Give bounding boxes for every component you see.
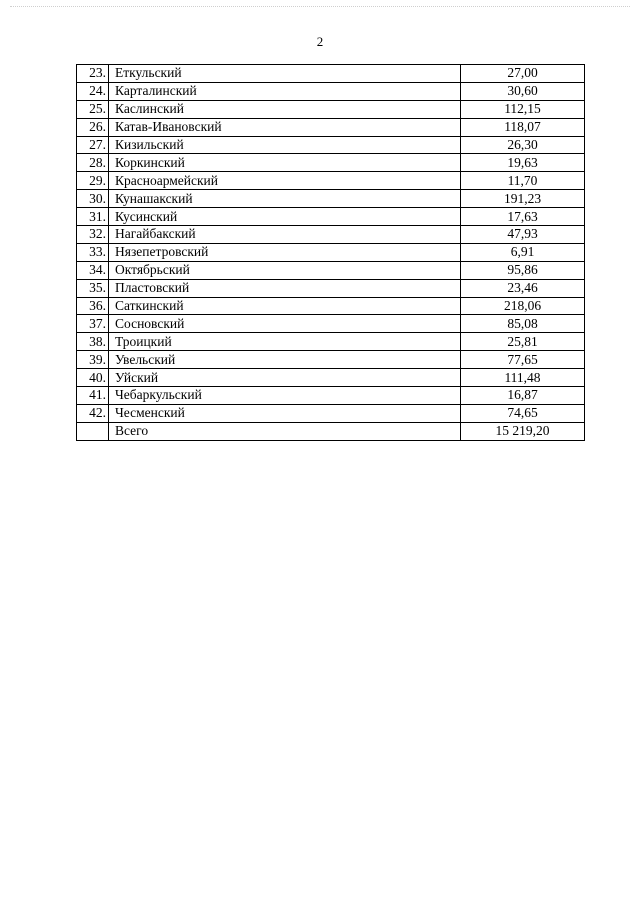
row-number-cell: 31. [77, 208, 109, 226]
district-name-cell: Увельский [109, 351, 461, 369]
table-row [77, 154, 585, 172]
table-row [77, 315, 585, 333]
value-cell: 25,81 [461, 333, 585, 351]
value-cell: 77,65 [461, 351, 585, 369]
district-name-cell: Октябрьский [109, 261, 461, 279]
district-name-cell: Уйский [109, 369, 461, 387]
value-cell: 30,60 [461, 82, 585, 100]
value-cell: 112,15 [461, 100, 585, 118]
row-number-cell: 42. [77, 404, 109, 422]
table-row [77, 190, 585, 208]
row-number-cell: 28. [77, 154, 109, 172]
table-row [77, 369, 585, 387]
value-cell: 17,63 [461, 208, 585, 226]
total-value-cell: 15 219,20 [461, 422, 585, 440]
table-row [77, 100, 585, 118]
table-row [77, 65, 585, 83]
row-number-cell: 37. [77, 315, 109, 333]
district-name-cell: Каслинский [109, 100, 461, 118]
row-number-cell: 23. [77, 65, 109, 83]
table-row [77, 261, 585, 279]
district-name-cell: Нагайбакский [109, 226, 461, 244]
row-number-cell: 40. [77, 369, 109, 387]
row-number-cell: 26. [77, 118, 109, 136]
district-name-cell: Карталинский [109, 82, 461, 100]
row-number-cell: 25. [77, 100, 109, 118]
table-row [77, 404, 585, 422]
district-name-cell: Красноармейский [109, 172, 461, 190]
table-body [77, 65, 585, 441]
scan-edge-artifact [10, 6, 630, 8]
value-cell: 11,70 [461, 172, 585, 190]
table-row [77, 118, 585, 136]
table-row [77, 351, 585, 369]
value-cell: 118,07 [461, 118, 585, 136]
value-cell: 47,93 [461, 226, 585, 244]
row-number-cell: 24. [77, 82, 109, 100]
district-name-cell: Кизильский [109, 136, 461, 154]
row-number-cell: 41. [77, 387, 109, 405]
district-name-cell: Еткульский [109, 65, 461, 83]
row-number-cell: 35. [77, 279, 109, 297]
value-cell: 74,65 [461, 404, 585, 422]
total-num-cell [77, 422, 109, 440]
value-cell: 19,63 [461, 154, 585, 172]
table-row [77, 243, 585, 261]
row-number-cell: 34. [77, 261, 109, 279]
value-cell: 27,00 [461, 65, 585, 83]
district-name-cell: Кусинский [109, 208, 461, 226]
district-name-cell: Нязепетровский [109, 243, 461, 261]
value-cell: 85,08 [461, 315, 585, 333]
page-number: 2 [316, 34, 324, 49]
row-number-cell: 32. [77, 226, 109, 244]
value-cell: 26,30 [461, 136, 585, 154]
row-number-cell: 36. [77, 297, 109, 315]
district-name-cell: Пластовский [109, 279, 461, 297]
table-total-row [77, 422, 585, 440]
table-row [77, 208, 585, 226]
district-name-cell: Коркинский [109, 154, 461, 172]
district-name-cell: Катав-Ивановский [109, 118, 461, 136]
district-name-cell: Кунашакский [109, 190, 461, 208]
districts-table [76, 64, 585, 441]
table-row [77, 82, 585, 100]
table-row [77, 172, 585, 190]
table-row [77, 226, 585, 244]
district-name-cell: Троицкий [109, 333, 461, 351]
row-number-cell: 38. [77, 333, 109, 351]
district-name-cell: Саткинский [109, 297, 461, 315]
value-cell: 16,87 [461, 387, 585, 405]
row-number-cell: 30. [77, 190, 109, 208]
district-name-cell: Чебаркульский [109, 387, 461, 405]
value-cell: 23,46 [461, 279, 585, 297]
table-row [77, 333, 585, 351]
row-number-cell: 29. [77, 172, 109, 190]
table-row [77, 279, 585, 297]
value-cell: 95,86 [461, 261, 585, 279]
row-number-cell: 27. [77, 136, 109, 154]
district-name-cell: Сосновский [109, 315, 461, 333]
value-cell: 6,91 [461, 243, 585, 261]
value-cell: 218,06 [461, 297, 585, 315]
row-number-cell: 39. [77, 351, 109, 369]
value-cell: 111,48 [461, 369, 585, 387]
table-row [77, 387, 585, 405]
total-label-cell: Всего [109, 422, 461, 440]
district-name-cell: Чесменский [109, 404, 461, 422]
row-number-cell: 33. [77, 243, 109, 261]
table-row [77, 297, 585, 315]
value-cell: 191,23 [461, 190, 585, 208]
table-row [77, 136, 585, 154]
